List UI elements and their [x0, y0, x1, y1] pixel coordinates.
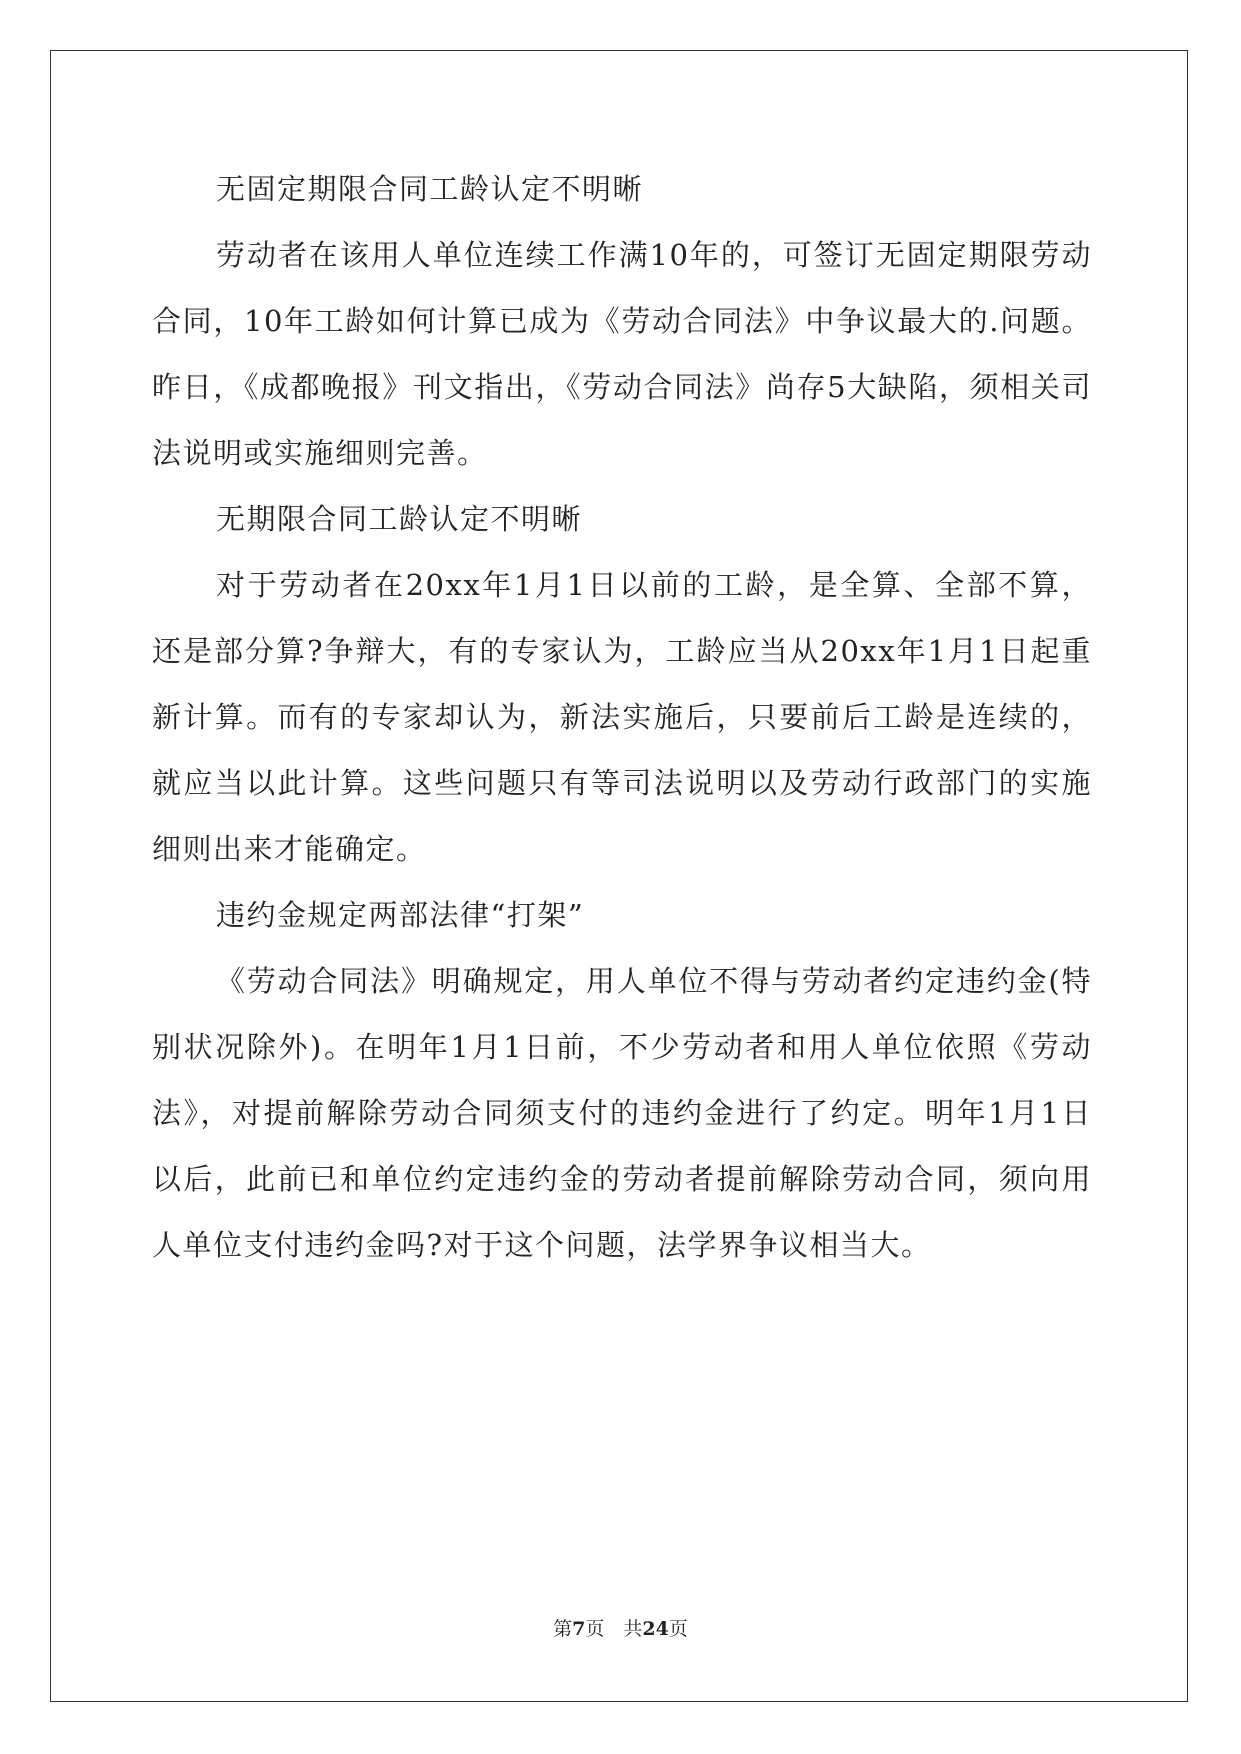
current-page-number: 7 [572, 1618, 586, 1640]
body-paragraph: 《劳动合同法》明确规定，用人单位不得与劳动者约定违约金(特别状况除外)。在明年1月1日前，不少劳动者和用人单位依照《劳动法》，对提前解除劳动合同须支付的违约金进行了约定。明年1月1日以后，此前已和单位约定违约金的劳动者提前解除劳动合同，须向用人单位支付违约金吗?对于这个问题，法学界争议相当大。 [152, 964, 1092, 1262]
body-paragraph: 劳动者在该用人单位连续工作满10年的，可签订无固定期限劳动合同，10年工龄如何计算已成为《劳动合同法》中争议最大的.问题。昨日，《成都晚报》刊文指出，《劳动合同法》尚存5大缺陷，须相关司法说明或实施细则完善。 [152, 238, 1092, 470]
footer-prefix: 第 [553, 1618, 573, 1640]
section-heading: 无固定期限合同工龄认定不明晰 [216, 172, 644, 206]
footer-middle: 页 共 [585, 1618, 643, 1640]
page-footer [0, 1614, 1241, 1641]
document-body [152, 156, 1092, 1278]
section-heading: 无期限合同工龄认定不明晰 [216, 502, 583, 536]
section-heading: 违约金规定两部法律“打架” [216, 898, 585, 932]
total-pages-number: 24 [642, 1618, 669, 1640]
footer-suffix: 页 [668, 1618, 688, 1640]
body-paragraph: 对于劳动者在20xx年1月1日以前的工龄，是全算、全部不算，还是部分算?争辩大，有的专家认为，工龄应当从20xx年1月1日起重新计算。而有的专家却认为，新法实施后，只要前后工龄是连续的，就应当以此计算。这些问题只有等司法说明以及劳动行政部门的实施细则出来才能确定。 [152, 568, 1092, 866]
